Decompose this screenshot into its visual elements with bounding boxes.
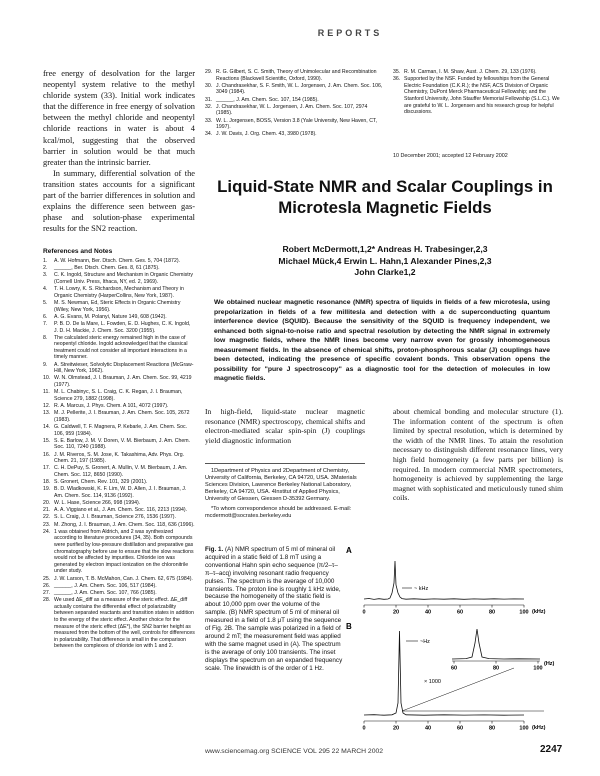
reference-number: 30.	[205, 82, 213, 89]
reference-number: 34.	[205, 131, 213, 138]
references-column-1	[43, 258, 195, 650]
reference-text: S. L. Craig, J. I. Brauman, Science 276, 1536 (1997).	[54, 514, 176, 521]
reference-number: 11.	[43, 389, 50, 396]
reference-item	[205, 118, 385, 131]
reference-text: M. J. Pellerite, J. I. Brauman, J. Am. Chem. Soc. 105, 2672 (1983).	[54, 410, 190, 423]
reference-text: S. E. Barlow, J. M. V. Doren, V. M. Bierbaum, J. Am. Chem. Soc. 110, 7240 (1988).	[54, 437, 190, 451]
references-column-3	[393, 69, 563, 116]
figure-caption	[205, 546, 343, 673]
axis-tick-label: 60	[456, 609, 464, 616]
reference-item	[43, 597, 195, 650]
reference-item	[43, 300, 195, 313]
reference-item	[43, 452, 195, 465]
reference-number: 3.	[43, 272, 48, 279]
paragraph: In summary, differential solvation of the transition states accounts for a significant part of the barrier differences in solution and explains the difference seen between gas-phase and solution-phase experimental results for the SN2 reaction.	[43, 168, 195, 234]
reference-item	[43, 529, 195, 575]
panel-b-label: B	[346, 622, 352, 631]
axis-tick-label: 100	[519, 725, 529, 732]
reference-item	[43, 438, 195, 451]
panel-a-label: A	[346, 546, 352, 555]
x-axis-b-ticks	[362, 721, 528, 732]
reference-item	[43, 500, 195, 507]
correspondence-text: *To whom correspondence should be addressed. E-mail: mcdermott@socrates.berkeley.edu	[205, 506, 352, 519]
axis-tick-label: 80	[488, 609, 496, 616]
spectrum-b-trace	[364, 631, 524, 715]
reference-number: 35.	[393, 69, 401, 75]
reference-text: Supported by the NSF. Funded by fellowships from the General Electric Foundation (C.K.R.); the NSF, ACS Division of Organic Chemistry, DuPont Merck Pharmaceutical Fellowship; and the Stanford University, John Stauffer Memorial Fellowship (S.L.C.). We are grateful to W. L. Jorgensen and his research group for helpful discussions.	[404, 76, 560, 116]
axis-tick-label: 60	[456, 725, 464, 732]
axis-tick-label: 40	[424, 609, 432, 616]
reference-item	[43, 362, 195, 375]
axis-tick-label: 100	[533, 665, 543, 672]
reference-item	[43, 424, 195, 437]
reference-text: ______, J. Am. Chem. Soc. 106, 517 (1984).	[54, 582, 157, 589]
panel-a-annotation: ~ kHz	[414, 586, 429, 592]
reference-item	[43, 590, 195, 597]
page-number: 2247	[540, 744, 563, 755]
received-date: 10 December 2001; accepted 12 February 2002	[393, 153, 508, 159]
reference-number: 1.	[43, 258, 48, 264]
references-title: References and Notes	[43, 248, 113, 255]
caption-label: Fig. 1.	[205, 546, 224, 553]
reference-item	[43, 522, 195, 529]
body-text-col3: about chemical bonding and molecular structure (1). The information content of the spectrum is often limited by spectral resolution, which is determined by the width of the NMR lines. To attain the resolution necessary to distinguish different resonance lines, very high field homogeneity (a few parts per billion) is required. In modern commercial NMR spectrometers, homogeneity is achieved by supplementing the large magnet with sophisticated and meticulously tuned shim coils.	[393, 407, 563, 503]
x-axis-b-unit: (kHz)	[532, 725, 546, 731]
axis-tick-label: 60	[450, 665, 458, 672]
reference-item	[43, 514, 195, 521]
reference-text: A. W. Hofmann, Ber. Dtsch. Chem. Ges. 5, 704 (1872).	[54, 258, 180, 264]
reference-item	[43, 486, 195, 499]
reference-text: We used ΔE_diff as a measure of the steric effect. ΔE_diff actually contains the differential effect of polarizability between separated reactants and transition states in addition to the energy of the steric effect. Another choice for the measure of the steric effect (ΔE*), the SN2 barrier height as measured from the bottom of the well, controls for differences in polarizability. That difference is small in the comparison between the complexes of chloride ion with 1 and 2.	[54, 597, 195, 650]
reference-number: 7.	[43, 320, 48, 327]
reference-item	[393, 69, 563, 76]
reference-number: 4.	[43, 286, 48, 293]
reference-number: 13.	[43, 410, 51, 417]
reference-number: 24.	[43, 528, 51, 535]
zoom-guide-line	[402, 665, 514, 711]
axis-tick-label: 0	[362, 609, 366, 616]
author-line: Michael Mück,4 Erwin L. Hahn,1 Alexander Pines,2,3	[278, 255, 492, 266]
axis-tick-label: 80	[488, 725, 496, 732]
running-head: REPORTS	[317, 28, 383, 38]
paragraph: free energy of desolvation for the larger neopentyl system relative to the methyl chloride system (33). Initial work indicates that the difference in free energy of solvation between the methyl chloride and neopentyl chloride reactions in water is about 4 kcal/mol, suggesting that the observed barrier in solution would be that much greater than the intrinsic barrier.	[43, 69, 195, 167]
x-axis-a-unit: (kHz)	[532, 609, 546, 615]
article-title: Liquid-State NMR and Scalar Couplings in Microtesla Magnetic Fields	[217, 177, 553, 217]
reference-number: 32.	[205, 103, 213, 110]
reference-number: 2.	[43, 265, 48, 272]
axis-tick-label: 20	[392, 609, 400, 616]
reference-number: 17.	[43, 465, 51, 472]
reference-item	[43, 507, 195, 514]
reference-item	[205, 97, 385, 104]
reference-text: J. Chandrasekhar, S. F. Smith, W. L. Jorgensen, J. Am. Chem. Soc. 106, 3049 (1984).	[216, 82, 383, 96]
reference-item	[43, 576, 195, 583]
reference-text: W. N. Olmstead, J. I. Brauman, J. Am. Chem. Soc. 99, 4219 (1977).	[54, 375, 192, 389]
axis-tick-label: 40	[424, 725, 432, 732]
divider	[205, 463, 365, 464]
reference-item	[205, 69, 385, 82]
axis-tick-label: 100	[519, 609, 529, 616]
reference-item	[43, 314, 195, 321]
reference-text: R. A. Marcus, J. Phys. Chem. A 101, 4072 (1997).	[54, 403, 169, 409]
inset-axis-ticks	[451, 661, 543, 672]
reference-number: 8.	[43, 334, 48, 341]
reference-number: 36.	[393, 76, 401, 83]
reference-text: M. S. Newman, Ed, Steric Effects in Organic Chemistry (Wiley, New York, 1956).	[54, 299, 181, 313]
reference-text: A. A. Viggiano et al., J. Am. Chem. Soc. 116, 2213 (1994).	[54, 507, 188, 514]
reference-number: 20.	[43, 500, 51, 507]
axis-tick-label: 0	[362, 725, 366, 732]
reference-text: ______, J. Am. Chem. Soc. 107, 154 (1985).	[216, 96, 319, 103]
reference-number: 15.	[43, 437, 51, 444]
reference-number: 22.	[43, 514, 51, 521]
reference-number: 26.	[43, 582, 51, 589]
reference-item	[393, 76, 563, 116]
reference-text: 1 was obtained from Aldrich, and 2 was synthesized according to literature procedures (34, 35). Both compounds were purified by low-pressure distillation and preparative gas chromatography before use to ensure that the slow reactions would not be affected by impurities. Chloride ion was generated by electron impact ionization on the chloronitrile under study.	[54, 528, 194, 575]
reference-item	[43, 479, 195, 486]
reference-text: W. L. Hase, Science 266, 998 (1994).	[54, 500, 141, 507]
reference-text: S. Gronert, Chem. Rev. 101, 329 (2001).	[54, 479, 148, 486]
reference-item	[205, 104, 385, 117]
reference-item	[43, 389, 195, 402]
reference-item	[43, 286, 195, 299]
reference-text: J. W. Davis, J. Org. Chem. 43, 3980 (1978).	[216, 131, 317, 138]
reference-number: 10.	[43, 375, 51, 382]
reference-item	[43, 258, 195, 265]
reference-text: T. H. Lowry, K. S. Richardson, Mechanism and Theory in Organic Chemistry (HarperCollins, New York, 1987).	[54, 286, 184, 299]
reference-text: R. G. Gilbert, S. C. Smith, Theory of Unimolecular and Recombination Reactions (Blackwell Scientific, Oxford, 1990).	[216, 69, 377, 82]
reference-item	[43, 265, 195, 272]
reference-number: 28.	[43, 597, 51, 604]
reference-number: 16.	[43, 451, 51, 458]
footer-journal-info: www.sciencemag.org SCIENCE VOL 295 22 MARCH 2002	[205, 748, 384, 755]
reference-item	[205, 83, 385, 96]
reference-text: ______, J. Am. Chem. Soc. 107, 766 (1985).	[54, 589, 157, 596]
reference-text: B. D. Wladkowski, K. F. Lim, W. D. Allen, J. I. Brauman, J. Am. Chem. Soc. 114, 9136 (1992).	[54, 486, 187, 499]
reference-number: 19.	[43, 486, 51, 493]
previous-article-text	[43, 68, 195, 234]
x-axis-a-ticks	[362, 605, 528, 616]
reference-item	[43, 335, 195, 361]
reference-number: 14.	[43, 423, 51, 430]
author-list	[205, 244, 565, 279]
reference-text: W. L. Jorgensen, BOSS, Version 3.8 (Yale University, New Haven, CT, 1997).	[216, 117, 377, 131]
reference-number: 29.	[205, 69, 213, 75]
reference-text: A. G. Evans, M. Polanyi, Nature 149, 608 (1942).	[54, 313, 167, 320]
reference-number: 25.	[43, 575, 51, 582]
reference-item	[43, 583, 195, 590]
reference-text: J. W. Larson, T. B. McMahon, Can. J. Chem. 62, 675 (1984).	[54, 575, 193, 582]
axis-tick-label: 20	[392, 725, 400, 732]
reference-item	[43, 465, 195, 478]
reference-number: 18.	[43, 479, 51, 486]
nmr-spectra-figure	[344, 543, 569, 733]
author-line: John Clarke1,2	[354, 267, 416, 278]
reference-text: P. B. D. De la Mare, L. Fowden, E. D. Hughes, C. K. Ingold, J. D. H. Mackie, J. Chem. Soc. 3200 (1955).	[54, 320, 191, 334]
axis-tick-label: 80	[492, 665, 500, 672]
reference-number: 5.	[43, 299, 48, 306]
reference-item	[43, 321, 195, 334]
reference-number: 21.	[43, 507, 51, 514]
magnification-label: × 1000	[424, 679, 441, 685]
reference-text: R. M. Carman, I. M. Shaw, Aust. J. Chem. 29, 133 (1976).	[404, 69, 537, 75]
reference-number: 23.	[43, 521, 51, 528]
reference-number: 33.	[205, 117, 213, 124]
abstract: We obtained nuclear magnetic resonance (NMR) spectra of liquids in fields of a few microtesla, using prepolarization in fields of a few millitesla and detection with a dc superconducting quantum interference device (SQUID). Because the sensitivity of the SQUID is frequency independent, we enhanced both signal-to-noise ratio and spectral resolution by detecting the NMR signal in extremely low magnetic fields, where the NMR lines become very narrow even for grossly inhomogeneous measurement fields. In the absence of chemical shifts, proton-phosphorous scalar (J) couplings have been detected, indicating the presence of specific covalent bonds. This observation opens the possibility for "pure J spectroscopy" as a diagnostic tool for the detection of molecules in low magnetic fields.	[214, 299, 550, 382]
reference-text: G. Caldwell, T. F. Magnera, P. Kebarle, J. Am. Chem. Soc. 106, 959 (1984).	[54, 423, 188, 437]
reference-item	[43, 375, 195, 388]
reference-text: M. Zhong, J. I. Brauman, J. Am. Chem. Soc. 118, 636 (1996).	[54, 521, 195, 528]
reference-text: A. Streitwieser, Solvolytic Displacement Reactions (McGraw-Hill, New York, 1962).	[54, 361, 194, 375]
reference-item	[205, 131, 385, 138]
reference-number: 6.	[43, 313, 48, 320]
reference-number: 9.	[43, 361, 48, 368]
reference-number: 31.	[205, 96, 213, 103]
references-column-2	[205, 69, 385, 139]
reference-number: 12.	[43, 403, 51, 409]
reference-text: J. Chandrasekhar, W. L. Jorgensen, J. Am. Chem. Soc. 107, 2974 (1985).	[216, 103, 368, 117]
panel-b-annotation: ~Hz	[420, 639, 430, 645]
reference-text: J. M. Riveros, S. M. Jose, K. Takashima, Adv. Phys. Org. Chem. 21, 197 (1985).	[54, 451, 185, 465]
body-text-col2: In high-field, liquid-state nuclear magnetic resonance (NMR) spectroscopy, chemical shifts and electron-mediated scalar spin-spin (J) couplings yield diagnostic information	[205, 407, 365, 445]
reference-item	[43, 272, 195, 285]
spectrum-a-trace	[364, 561, 524, 599]
affiliations	[205, 468, 365, 523]
inset-axis-unit: (Hz)	[544, 661, 555, 667]
caption-text: (A) NMR spectrum of 5 ml of mineral oil acquired in a static field of 1.8 mT using a conventional Hahn spin echo sequence (π/2–τ–π–τ–acq) involving resonant radio frequency pulses. The spectrum is the average of 10,000 transients. The proton line is roughly 1 kHz wide, because the homogeneity of the static field is about 10,000 ppm over the volume of the sample. (B) NMR spectrum of 5 ml of mineral oil measured in a field of 1.8 μT using the sequence of Fig. 2B. The sample was polarized in a field of around 2 mT; the measurement field was applied with the same magnet used in (A). The spectrum is the average of only 100 transients. The inset displays the spectrum on an expanded frequency scale. The linewidth is of the order of 1 Hz.	[205, 546, 343, 672]
reference-text: ______, Ber. Dtsch. Chem. Ges. 8, 61 (1875).	[54, 265, 160, 272]
reference-item	[43, 410, 195, 423]
reference-text: M. L. Chabinyc, S. L. Craig, C. K. Regan, J. I. Brauman, Science 279, 1882 (1998).	[54, 389, 183, 402]
reference-text: C. K. Ingold, Structure and Mechanism in Organic Chemistry (Cornell Univ. Press, Ithaca, NY, ed. 2, 1969).	[54, 272, 193, 285]
affiliation-text: 1Department of Physics and 2Department of Chemistry, University of California, Berkeley, CA 94720, USA. 3Materials Sciences Division, Lawrence Berkeley National Laboratory, Berkeley, CA 94720, USA. 4Institut of Applied Physics, University of Giessen, Giessen D-35392 Germany.	[205, 468, 357, 502]
inset-spectrum-trace	[452, 629, 540, 659]
author-line: Robert McDermott,1,2* Andreas H. Trabesinger,2,3	[282, 244, 488, 254]
reference-number: 27.	[43, 589, 51, 596]
reference-text: C. H. DePuy, S. Gronert, A. Mullin, V. M. Bierbaum, J. Am. Chem. Soc. 112, 8650 (1990).	[54, 465, 188, 478]
reference-text: The calculated steric energy remained high in the case of neopentyl chloride. Ingold acknowledged that the classical treatment could not consider all important interactions in a timely manner.	[54, 334, 188, 361]
reference-item	[43, 403, 195, 410]
